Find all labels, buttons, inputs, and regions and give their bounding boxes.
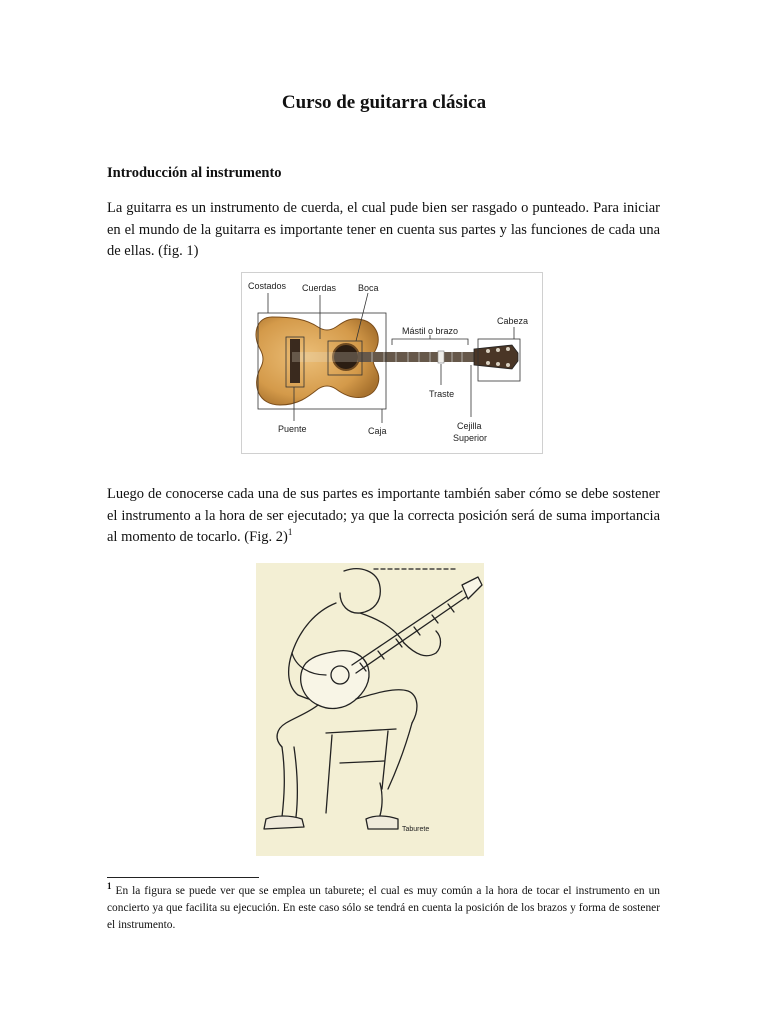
guitar-parts-figure xyxy=(241,272,543,454)
guitarist-posture-figure xyxy=(256,563,484,856)
footnote xyxy=(107,883,660,934)
posture-paragraph-text: Luego de conocerse cada una de sus partes es importante también saber cómo se debe sostener el instrumento a la hora de ser ejecutado; ya que la correcta posición será de suma importancia al momento de tocarlo. (Fig. 2) xyxy=(107,486,660,545)
footnote-text: En la figura se puede ver que se emplea un taburete; el cual es muy común a la hora de tocar el instrumento en un concierto ya que facilita su ejecución. En este caso sólo se tendrá en cuenta la posición de los brazos y forma de sostener el instrumento. xyxy=(107,885,660,931)
footnote-reference: 1 xyxy=(287,527,293,538)
label-mastil: Mástil o brazo xyxy=(402,326,459,336)
label-puente: Puente xyxy=(278,424,307,434)
label-taburete: Taburete xyxy=(402,826,430,833)
section-heading: Introducción al instrumento xyxy=(107,165,282,181)
label-cabeza: Cabeza xyxy=(497,316,529,326)
label-boca: Boca xyxy=(358,283,379,293)
footnote-number: 1 xyxy=(107,881,112,892)
label-superior: Superior xyxy=(453,433,488,443)
label-traste: Traste xyxy=(429,389,455,399)
label-cejilla: Cejilla xyxy=(457,421,482,431)
label-cuerdas: Cuerdas xyxy=(302,283,337,293)
posture-paragraph xyxy=(107,484,660,549)
guitarist-illustration xyxy=(264,569,482,829)
label-costados: Costados xyxy=(248,281,287,291)
page-title: Curso de guitarra clásica xyxy=(281,92,487,113)
guitar-headstock xyxy=(474,345,518,369)
intro-paragraph: La guitarra es un instrumento de cuerda, el cual pude bien ser rasgado o punteado. Para iniciar en el mundo de la guitarra es importante tener en cuenta sus partes y las funciones de cada una de ellas. (fig. 1) xyxy=(107,200,660,259)
label-caja: Caja xyxy=(368,426,387,436)
footnote-divider xyxy=(107,877,259,878)
